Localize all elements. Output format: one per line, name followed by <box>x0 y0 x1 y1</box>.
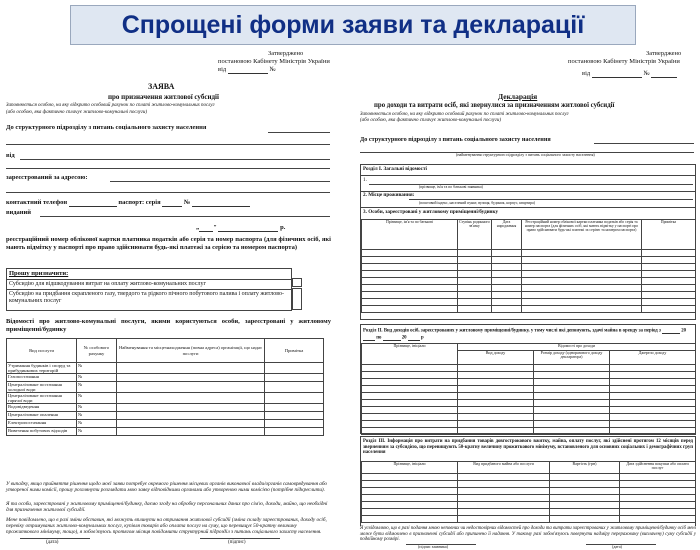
table-row <box>362 481 696 488</box>
table-cell[interactable] <box>610 372 696 379</box>
section-expenses <box>360 436 696 536</box>
table-cell[interactable] <box>362 481 458 488</box>
service-account-cell[interactable]: № <box>77 374 117 382</box>
year-mark: р. <box>280 224 286 231</box>
income-header-source: Джерело доходу <box>610 351 696 365</box>
income-table <box>361 343 696 435</box>
table-row <box>362 271 696 278</box>
table-row <box>362 509 696 516</box>
service-provider-cell[interactable] <box>117 404 265 412</box>
service-provider-cell[interactable] <box>117 420 265 428</box>
table-cell[interactable] <box>458 407 534 414</box>
section-2-title <box>363 327 693 341</box>
table-cell[interactable] <box>362 299 458 306</box>
table-row <box>362 495 696 502</box>
approved-date-line-right[interactable] <box>582 70 677 78</box>
service-account-cell[interactable]: № <box>77 363 117 374</box>
table-cell[interactable] <box>534 372 610 379</box>
table-cell[interactable] <box>620 495 696 502</box>
table-cell[interactable] <box>550 488 620 495</box>
table-cell[interactable] <box>522 257 642 264</box>
table-cell[interactable] <box>492 299 522 306</box>
table-row <box>362 393 696 400</box>
table-row <box>7 374 324 382</box>
residence-field[interactable] <box>409 199 693 200</box>
table-cell[interactable] <box>522 278 642 285</box>
table-cell[interactable] <box>642 292 696 299</box>
table-cell[interactable] <box>458 502 550 509</box>
applicant-signature-label: (підпис заявника) <box>418 544 449 549</box>
table-row <box>362 285 696 292</box>
table-cell[interactable] <box>620 502 696 509</box>
service-note-cell[interactable] <box>265 382 324 393</box>
table-cell[interactable] <box>362 285 458 292</box>
persons-table <box>361 219 696 313</box>
table-cell[interactable] <box>458 509 550 516</box>
table-cell[interactable] <box>550 495 620 502</box>
table-cell[interactable] <box>550 481 620 488</box>
table-cell[interactable] <box>534 421 610 428</box>
service-account-cell[interactable]: № <box>77 404 117 412</box>
table-cell[interactable] <box>458 428 534 435</box>
table-cell[interactable] <box>534 400 610 407</box>
table-row <box>362 306 696 313</box>
table-cell[interactable] <box>362 509 458 516</box>
s1-line-2: 2. Місце проживання: <box>363 192 415 198</box>
table-cell[interactable] <box>522 306 642 313</box>
table-row <box>362 379 696 386</box>
request-checkbox-1[interactable] <box>292 278 302 287</box>
services-info: Відомості про житлово-комунальні послуги, якими користуються особи, зареєстровані у житловому приміщенні/будинку <box>6 318 331 333</box>
table-cell[interactable] <box>458 495 550 502</box>
persons-header-relation: Ступінь родинного зв'язку <box>458 220 492 250</box>
table-cell[interactable] <box>534 393 610 400</box>
from-label: від <box>6 152 15 159</box>
table-cell[interactable] <box>492 306 522 313</box>
persons-header-name: Прізвище, ім'я та по батькові <box>362 220 458 250</box>
service-account-cell[interactable]: № <box>77 393 117 404</box>
income-header-info: Відомості про доходи <box>458 344 696 351</box>
passport-label: паспорт: серія <box>118 199 161 206</box>
table-cell[interactable] <box>642 264 696 271</box>
service-note-cell[interactable] <box>265 404 324 412</box>
table-cell[interactable] <box>610 386 696 393</box>
table-cell[interactable] <box>458 414 534 421</box>
table-cell[interactable] <box>610 428 696 435</box>
table-cell[interactable] <box>550 516 620 523</box>
table-row <box>362 474 696 481</box>
table-cell[interactable] <box>610 407 696 414</box>
table-cell[interactable] <box>550 474 620 481</box>
services-table <box>6 338 324 436</box>
table-cell[interactable] <box>458 278 492 285</box>
applicant-name-field[interactable] <box>369 184 693 185</box>
service-account-cell[interactable]: № <box>77 420 117 428</box>
table-cell[interactable] <box>458 271 492 278</box>
table-cell[interactable] <box>362 365 458 372</box>
table-cell[interactable] <box>458 264 492 271</box>
income-header-amount: Розмір доходу (одноразового доходу декларатора) <box>534 351 610 365</box>
form-title: ЗАЯВА <box>148 82 175 91</box>
paragraph-notice: Мене повідомлено, що в разі зміни обставин, які можуть вплинути на отримання житлової субсидії (зміна складу зареєстрованих, доходу осіб, перевіку отримуваних житлово-комунальних послуг, купівля товарів або оплата послуг на суму, що перевищує 50-кратну величину прожиткового мінімуму, тощо), я зобов'язуюсь протягом місяця повідомити структурний підрозділ з питань соціального захисту населення. <box>6 517 327 535</box>
table-cell[interactable] <box>534 407 610 414</box>
services-header-account: № особового рахунку <box>77 339 117 363</box>
approved-no-label-right: № <box>643 70 650 77</box>
service-provider-cell[interactable] <box>117 393 265 404</box>
phone-field[interactable] <box>69 200 117 207</box>
declaration-note-2: (або особою, яка фактично сплачує житлово-комунальні послуги) <box>360 118 501 123</box>
table-row <box>7 404 324 412</box>
table-row <box>362 502 696 509</box>
from-field[interactable] <box>20 159 330 160</box>
table-cell[interactable] <box>534 428 610 435</box>
table-row <box>362 400 696 407</box>
table-cell[interactable] <box>522 271 642 278</box>
table-cell[interactable] <box>492 285 522 292</box>
service-provider-cell[interactable] <box>117 428 265 436</box>
section-2-text: Розділ ІІ. Вид доходів осіб, зареєстрованих у житловому приміщенні/будинку, у тому числі які депонують, здачі майна в оренду за період з <box>363 328 661 334</box>
table-row <box>7 412 324 420</box>
table-cell[interactable] <box>362 400 458 407</box>
table-cell[interactable] <box>522 250 642 257</box>
table-row <box>362 264 696 271</box>
service-type-cell: Централізоване постачання гарячої води <box>7 393 77 404</box>
section-3-title: Розділ ІІІ. Інформація про витрати на придбання товарів довгострокового вжитку, майна, оплату послуг, які здійснені протягом 12 місяців перед зверненням за субсидією, що перевищують 50-кратну величину прожиткового мінімуму, встановленого для основних соціальних і демографічних груп населення <box>363 439 693 456</box>
table-cell[interactable] <box>610 365 696 372</box>
income-header-name: Прізвище, ініціали <box>362 344 458 365</box>
table-cell[interactable] <box>458 386 534 393</box>
table-cell[interactable] <box>522 264 642 271</box>
table-cell[interactable] <box>458 306 492 313</box>
persons-header-note: Примітка <box>642 220 696 250</box>
table-cell[interactable] <box>362 250 458 257</box>
department-note: (найменування структурного підрозділу з питань соціального захисту населення) <box>456 152 595 157</box>
persons-header-tax: Реєстраційний номер облікової картки платника податків або серія та номер паспорта (для фізичних осіб, які мають відмітку у паспорті про право здійснювати будь-які платежі за серією та номером паспорта) <box>522 220 642 250</box>
form-note-1: Заповнюється особою, на яку відкрито особовий рахунок по сплаті житлово-комунальних послуг <box>6 103 215 108</box>
table-cell[interactable] <box>458 292 492 299</box>
table-cell[interactable] <box>458 400 534 407</box>
paragraph-commission: У випадку, якщо прийняття рішення щодо моєї заяви потребує окремого рішення місцевих органів виконавчої влади/органів самоврядування або утвореної ними комісії, прошу розглянути розглядати мою заяву відповідними органами або утвореною ними комісією (потрібне підкреслити). <box>6 481 328 493</box>
issued-field[interactable] <box>40 216 330 217</box>
table-cell[interactable] <box>642 285 696 292</box>
service-note-cell[interactable] <box>265 420 324 428</box>
s1-line-2-note: (поштовий індекс, населений пункт, вулиця, будинок, корпус, квартира) <box>419 201 535 205</box>
section-1-title: Розділ І. Загальні відомості <box>363 166 427 172</box>
table-row <box>362 386 696 393</box>
paragraph-consent: Я та особи, зареєстровані у житловому приміщенні/будинку, даємо згоду на обробку персональних даних про сім'ю, доходи, майно, що необхідні для призначення житлової субсидії. <box>6 501 328 513</box>
table-cell[interactable] <box>550 509 620 516</box>
section-2-end: р <box>420 335 424 341</box>
table-cell[interactable] <box>458 474 550 481</box>
section-income <box>360 324 696 434</box>
table-row <box>362 257 696 264</box>
table-cell[interactable] <box>362 428 458 435</box>
service-provider-cell[interactable] <box>117 374 265 382</box>
declaration-title: Декларація <box>498 92 538 101</box>
table-cell[interactable] <box>492 271 522 278</box>
table-cell[interactable] <box>534 365 610 372</box>
table-cell[interactable] <box>458 372 534 379</box>
table-row <box>7 363 324 374</box>
expense-header-name: Прізвище, ініціали <box>362 462 458 474</box>
service-type-cell: Централізоване постачання холодної води <box>7 382 77 393</box>
table-cell[interactable] <box>642 299 696 306</box>
table-row <box>362 299 696 306</box>
phone-row <box>6 199 250 207</box>
page-title: Спрощені форми заяви та декларації <box>121 10 585 39</box>
approved-label: Затверджено <box>268 50 304 57</box>
approved-label-right: Затверджено <box>646 50 682 57</box>
persons-header-birth: Дата народження <box>492 220 522 250</box>
table-cell[interactable] <box>534 414 610 421</box>
table-cell[interactable] <box>362 488 458 495</box>
table-cell[interactable] <box>522 285 642 292</box>
table-cell[interactable] <box>492 292 522 299</box>
department-field-right[interactable] <box>594 143 694 144</box>
approved-by: постановою Кабінету Міністрів України <box>218 58 330 65</box>
address-field[interactable] <box>110 181 330 182</box>
table-cell[interactable] <box>620 509 696 516</box>
table-cell[interactable] <box>458 379 534 386</box>
expense-header-date: Дата здійснення покупки або оплати послуг <box>620 462 696 474</box>
table-cell[interactable] <box>458 421 534 428</box>
table-cell[interactable] <box>458 481 550 488</box>
table-cell[interactable] <box>362 474 458 481</box>
s1-line-1: 1. <box>363 177 367 183</box>
table-cell[interactable] <box>362 379 458 386</box>
service-account-cell[interactable]: № <box>77 428 117 436</box>
table-cell[interactable] <box>458 299 492 306</box>
table-cell[interactable] <box>534 386 610 393</box>
table-cell[interactable] <box>362 516 458 523</box>
phone-label: контактний телефон <box>6 199 68 206</box>
services-header-type: Вид послуги <box>7 339 77 363</box>
passport-no-label: № <box>183 199 191 206</box>
table-cell[interactable] <box>642 271 696 278</box>
table-cell[interactable] <box>362 502 458 509</box>
section-2-from: 20 <box>681 328 687 334</box>
table-cell[interactable] <box>522 292 642 299</box>
request-option-2[interactable]: Субсидію на придбання скрапленого газу, твердого та рідкого пічного побутового палива і оплату житлово-комунальних послуг <box>7 289 291 310</box>
issued-label: виданий <box>6 209 32 216</box>
service-type-cell: Електропостачання <box>7 420 77 428</box>
expense-header-cost: Вартість (грн) <box>550 462 620 474</box>
table-cell[interactable] <box>458 393 534 400</box>
passport-series-field[interactable] <box>162 200 182 207</box>
s1-line-1-note: (прізвище, ім'я та по батькові заявника) <box>419 185 483 189</box>
approved-from-label: від <box>218 66 227 73</box>
service-note-cell[interactable] <box>265 374 324 382</box>
table-row <box>7 420 324 428</box>
approved-date-line[interactable] <box>218 66 298 74</box>
table-cell[interactable] <box>610 421 696 428</box>
request-option-1[interactable]: Субсидію для відшкодування витрат на оплату житлово-комунальних послуг <box>7 279 291 289</box>
service-account-cell[interactable]: № <box>77 382 117 393</box>
table-cell[interactable] <box>620 474 696 481</box>
slide-title-bar <box>70 5 636 45</box>
table-cell[interactable] <box>362 271 458 278</box>
service-provider-cell[interactable] <box>117 382 265 393</box>
form-note-2: (або особою, яка фактично сплачує житлово-комунальні послуги) <box>6 110 147 115</box>
table-cell[interactable] <box>362 292 458 299</box>
table-row <box>362 250 696 257</box>
approved-from-label-right: від <box>582 70 591 77</box>
to-department-right: До структурного підрозділу з питань соціального захисту населення <box>360 136 551 143</box>
table-row <box>7 428 324 436</box>
to-department: До структурного підрозділу з питань соціального захисту населення <box>6 124 207 131</box>
table-cell[interactable] <box>362 386 458 393</box>
expense-table <box>361 461 696 523</box>
table-cell[interactable] <box>458 365 534 372</box>
service-type-cell: Газопостачання <box>7 374 77 382</box>
table-cell[interactable] <box>362 306 458 313</box>
declaration-form <box>346 48 700 550</box>
table-cell[interactable] <box>492 250 522 257</box>
table-row <box>362 488 696 495</box>
services-header-note: Примітка <box>265 339 324 363</box>
table-cell[interactable] <box>534 379 610 386</box>
table-cell[interactable] <box>610 393 696 400</box>
table-cell[interactable] <box>458 250 492 257</box>
table-cell[interactable] <box>550 502 620 509</box>
table-row <box>362 428 696 435</box>
declaration-subtitle: про доходи та витрати осіб, які звернулися за призначенням житлової субсидії <box>374 102 615 109</box>
date-label: (дата) <box>46 540 59 545</box>
request-checkbox-2[interactable] <box>292 288 302 310</box>
section-2-year: 20 <box>401 335 407 341</box>
table-cell[interactable] <box>642 278 696 285</box>
service-type-cell: Водовідведення <box>7 404 77 412</box>
table-cell[interactable] <box>620 516 696 523</box>
table-cell[interactable] <box>620 488 696 495</box>
table-row <box>362 516 696 523</box>
declaration-note-1: Заповнюється особою, на яку відкрито особовий рахунок по сплаті житлово-комунальних послуг <box>360 112 569 117</box>
table-cell[interactable] <box>458 516 550 523</box>
table-row <box>362 407 696 414</box>
signature-label: (підпис) <box>228 540 246 545</box>
date-field[interactable] <box>20 538 90 539</box>
declaration-paragraph: Я усвідомлюю, що в разі подання мною неповних чи недостовірних відомостей про доходи та витрати зареєстрованих у житловому приміщенні/будинку осіб мені може бути відмовлено в призначенні субсидії або припинено її надання. У такому разі зобов'язуюсь повернути надміру перераховану (виплачену) суму субсидії у подвійному розмірі. <box>360 526 696 543</box>
table-cell[interactable] <box>362 495 458 502</box>
request-box <box>6 268 292 311</box>
table-cell[interactable] <box>458 285 492 292</box>
table-cell[interactable] <box>362 372 458 379</box>
signature-field[interactable] <box>200 538 280 539</box>
table-cell[interactable] <box>610 379 696 386</box>
table-cell[interactable] <box>362 393 458 400</box>
table-cell[interactable] <box>610 414 696 421</box>
declaration-date-label: (дата) <box>612 544 622 549</box>
form-subtitle: про призначення житлової субсидії <box>108 93 219 101</box>
service-note-cell[interactable] <box>265 393 324 404</box>
approved-no-label: № <box>269 66 276 73</box>
service-type-cell: Утримання будинків і споруд та прибудинкових територій <box>7 363 77 374</box>
table-row <box>362 278 696 285</box>
table-cell[interactable] <box>362 257 458 264</box>
service-note-cell[interactable] <box>265 428 324 436</box>
table-row <box>362 421 696 428</box>
table-cell[interactable] <box>362 414 458 421</box>
table-cell[interactable] <box>362 407 458 414</box>
application-form <box>0 48 340 550</box>
issued-date[interactable]: „ " р. <box>196 224 286 231</box>
table-cell[interactable] <box>458 257 492 264</box>
services-header-provider: Найменування та місцезнаходження (повна адреса) організації, що надає послуги <box>117 339 265 363</box>
table-cell[interactable] <box>492 257 522 264</box>
table-cell[interactable] <box>362 421 458 428</box>
table-cell[interactable] <box>642 306 696 313</box>
table-row <box>362 292 696 299</box>
table-row <box>362 414 696 421</box>
table-cell[interactable] <box>458 488 550 495</box>
section-2-to: по <box>376 335 382 341</box>
table-row <box>7 393 324 404</box>
section-general <box>360 164 696 320</box>
table-row <box>362 372 696 379</box>
service-type-cell: Централізоване опалення <box>7 412 77 420</box>
table-cell[interactable] <box>620 481 696 488</box>
registered-label: зареєстрований за адресою: <box>6 174 88 181</box>
passport-number-field[interactable] <box>192 200 250 207</box>
income-header-type: Вид доходу <box>458 351 534 365</box>
service-provider-cell[interactable] <box>117 363 265 374</box>
table-cell[interactable] <box>492 278 522 285</box>
service-account-cell[interactable]: № <box>77 412 117 420</box>
table-cell[interactable] <box>362 278 458 285</box>
expense-header-item: Вид придбаного майна або послуги <box>458 462 550 474</box>
table-cell[interactable] <box>610 400 696 407</box>
s1-line-3: 3. Особи, зареєстровані у житловому приміщенні/будинку <box>363 209 499 215</box>
table-row <box>362 365 696 372</box>
service-type-cell: Вивезення побутових відходів <box>7 428 77 436</box>
table-row <box>7 382 324 393</box>
service-note-cell[interactable] <box>265 363 324 374</box>
service-note-cell[interactable] <box>265 412 324 420</box>
table-cell[interactable] <box>362 264 458 271</box>
approved-by-right: постановою Кабінету Міністрів України <box>568 58 680 65</box>
table-cell[interactable] <box>642 257 696 264</box>
table-cell[interactable] <box>642 250 696 257</box>
service-provider-cell[interactable] <box>117 412 265 420</box>
table-cell[interactable] <box>522 299 642 306</box>
table-cell[interactable] <box>492 264 522 271</box>
request-title: Прошу призначити: <box>9 270 69 277</box>
tax-card-text: реєстраційний номер облікової картки платника податків або серія та номер паспорта (для фізичних осіб, які мають відмітку у паспорті про право здійснювати будь-які платежі за серією та номером паспорта) <box>6 236 331 251</box>
